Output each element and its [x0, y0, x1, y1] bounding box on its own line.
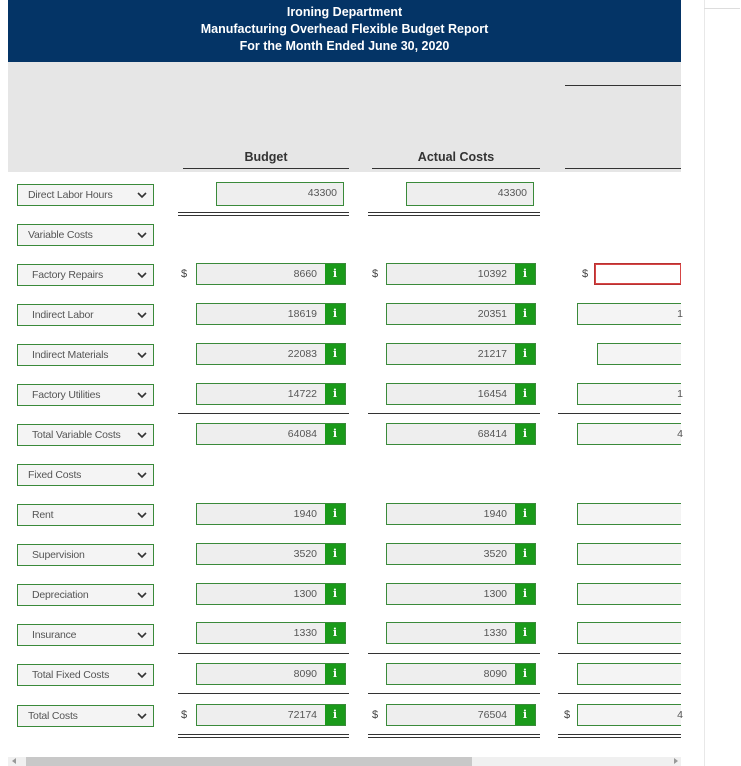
- budget-supervision-input[interactable]: [196, 543, 346, 565]
- fixed-costs-select[interactable]: [17, 464, 154, 486]
- difference-indirect-materials-input[interactable]: [597, 343, 681, 365]
- dollar-sign: $: [372, 268, 379, 280]
- select-label: Rent: [32, 509, 54, 521]
- cell-value: 1300: [293, 588, 317, 600]
- select-label: Total Costs: [28, 710, 78, 722]
- dollar-sign: $: [582, 268, 589, 280]
- info-icon[interactable]: i: [515, 544, 535, 564]
- info-icon[interactable]: i: [515, 584, 535, 604]
- budget-total-fixed-costs-input[interactable]: [196, 663, 346, 685]
- cell-value: 8090: [483, 668, 507, 680]
- chevron-down-icon: [137, 351, 147, 359]
- rule: [368, 693, 540, 694]
- info-icon[interactable]: i: [325, 584, 345, 604]
- third-column-top-rule: [565, 85, 681, 86]
- cell-value: 1940: [293, 508, 317, 520]
- rule: [558, 413, 681, 414]
- cell-value: 16454: [477, 388, 507, 400]
- cell-value: 18619: [287, 308, 317, 320]
- direct-labor-hours-select[interactable]: [17, 184, 154, 206]
- info-icon[interactable]: i: [325, 264, 345, 284]
- actual-rent-input[interactable]: [386, 503, 536, 525]
- info-icon[interactable]: i: [325, 623, 345, 643]
- info-icon[interactable]: i: [515, 264, 535, 284]
- select-label: Depreciation: [32, 589, 89, 601]
- actual-total-costs-input[interactable]: [386, 704, 536, 726]
- chevron-down-icon: [137, 551, 147, 559]
- chevron-down-icon: [137, 311, 147, 319]
- select-label: Factory Utilities: [32, 389, 101, 401]
- report-title: Manufacturing Overhead Flexible Budget Report: [200, 22, 489, 36]
- dollar-sign: $: [564, 709, 571, 721]
- chevron-down-icon: [137, 671, 147, 679]
- cell-value: 43300: [307, 187, 337, 199]
- cell-value: 21217: [477, 348, 507, 360]
- rule: [368, 737, 540, 738]
- select-label: Variable Costs: [28, 229, 93, 241]
- scrollbar-thumb[interactable]: [26, 757, 472, 766]
- cell-value: 8090: [293, 668, 317, 680]
- cell-value: 3520: [293, 548, 317, 560]
- info-icon[interactable]: i: [515, 705, 535, 725]
- select-label: Indirect Labor: [32, 309, 94, 321]
- actual-factory-repairs-input[interactable]: [386, 263, 536, 285]
- rule: [178, 737, 349, 738]
- select-label: Supervision: [32, 549, 85, 561]
- rule: [368, 734, 540, 735]
- info-icon[interactable]: i: [325, 705, 345, 725]
- cell-value: 64084: [287, 428, 317, 440]
- rule: [558, 734, 681, 735]
- scroll-left-icon[interactable]: [12, 758, 16, 764]
- actual-indirect-materials-input[interactable]: [386, 343, 536, 365]
- cell-value: 1: [677, 308, 683, 320]
- right-panel: [704, 0, 741, 766]
- cell-value: 4: [677, 428, 683, 440]
- insurance-select[interactable]: [17, 624, 154, 646]
- budget-direct-labor-hours-input[interactable]: [216, 182, 344, 206]
- actual-header-rule: [372, 168, 540, 169]
- factory-repairs-select[interactable]: [17, 264, 154, 286]
- cell-value: 1300: [483, 588, 507, 600]
- budget-insurance-input[interactable]: [196, 622, 346, 644]
- budget-rent-input[interactable]: [196, 503, 346, 525]
- rent-select[interactable]: [17, 504, 154, 526]
- chevron-down-icon: [137, 391, 147, 399]
- select-label: Total Variable Costs: [32, 429, 121, 441]
- info-icon[interactable]: i: [325, 544, 345, 564]
- depreciation-select[interactable]: [17, 584, 154, 606]
- info-icon[interactable]: i: [325, 344, 345, 364]
- info-icon[interactable]: i: [515, 664, 535, 684]
- actual-direct-labor-hours-input[interactable]: [406, 182, 534, 206]
- variable-costs-select[interactable]: [17, 224, 154, 246]
- select-label: Fixed Costs: [28, 469, 82, 481]
- right-panel-rule: [704, 8, 740, 9]
- info-icon[interactable]: i: [325, 504, 345, 524]
- actual-factory-utilities-input[interactable]: [386, 383, 536, 405]
- supervision-select[interactable]: [17, 544, 154, 566]
- info-icon[interactable]: i: [515, 504, 535, 524]
- select-label: Insurance: [32, 629, 77, 641]
- actual-total-variable-costs-input[interactable]: [386, 423, 536, 445]
- chevron-down-icon: [137, 591, 147, 599]
- budget-factory-utilities-input[interactable]: [196, 383, 346, 405]
- total-variable-costs-select[interactable]: [17, 424, 154, 446]
- cell-value: 1: [677, 388, 683, 400]
- info-icon[interactable]: i: [325, 304, 345, 324]
- difference-factory-repairs-input[interactable]: [594, 263, 681, 285]
- actual-supervision-input[interactable]: [386, 543, 536, 565]
- chevron-down-icon: [137, 271, 147, 279]
- difference-insurance-input[interactable]: [577, 622, 681, 644]
- rule: [558, 693, 681, 694]
- indirect-labor-select[interactable]: [17, 304, 154, 326]
- rule: [368, 212, 540, 213]
- difference-rent-input[interactable]: [577, 503, 681, 525]
- info-icon[interactable]: i: [515, 304, 535, 324]
- chevron-down-icon: [137, 631, 147, 639]
- cell-value: 20351: [477, 308, 507, 320]
- rule: [178, 653, 349, 654]
- cell-value: 14722: [287, 388, 317, 400]
- difference-total-fixed-costs-input[interactable]: [577, 663, 681, 685]
- chevron-down-icon: [137, 712, 147, 720]
- dollar-sign: $: [181, 268, 188, 280]
- actual-column-header: Actual Costs: [417, 150, 495, 164]
- actual-total-fixed-costs-input[interactable]: [386, 663, 536, 685]
- total-costs-select[interactable]: [17, 705, 154, 727]
- select-label: Factory Repairs: [32, 269, 104, 281]
- cell-value: 1330: [293, 627, 317, 639]
- dollar-sign: $: [181, 709, 188, 721]
- actual-depreciation-input[interactable]: [386, 583, 536, 605]
- report-period: For the Month Ended June 30, 2020: [239, 39, 450, 53]
- cell-value: 4: [677, 709, 683, 721]
- cell-value: 22083: [287, 348, 317, 360]
- info-icon[interactable]: i: [515, 384, 535, 404]
- difference-total-costs-input[interactable]: [577, 704, 681, 726]
- info-icon[interactable]: i: [515, 344, 535, 364]
- total-fixed-costs-select[interactable]: [17, 664, 154, 686]
- budget-column-header: Budget: [244, 150, 288, 164]
- actual-insurance-input[interactable]: [386, 622, 536, 644]
- rule: [178, 212, 349, 213]
- cell-value: 10392: [477, 268, 507, 280]
- cell-value: 8660: [293, 268, 317, 280]
- rule: [178, 215, 349, 216]
- rule: [178, 693, 349, 694]
- department-title: Ironing Department: [286, 5, 403, 19]
- budget-depreciation-input[interactable]: [196, 583, 346, 605]
- rule: [368, 413, 540, 414]
- chevron-down-icon: [137, 231, 147, 239]
- cell-value: 3520: [483, 548, 507, 560]
- info-icon[interactable]: i: [325, 664, 345, 684]
- budget-indirect-materials-input[interactable]: [196, 343, 346, 365]
- select-label: Direct Labor Hours: [28, 189, 113, 201]
- rule: [178, 413, 349, 414]
- budget-header-rule: [183, 168, 349, 169]
- cell-value: 76504: [477, 709, 507, 721]
- difference-total-variable-costs-input[interactable]: [577, 423, 681, 445]
- select-label: Total Fixed Costs: [32, 669, 110, 681]
- scroll-right-icon[interactable]: [674, 758, 678, 764]
- cell-value: 1330: [483, 627, 507, 639]
- third-header-rule: [565, 168, 681, 169]
- difference-indirect-labor-input[interactable]: [577, 303, 681, 325]
- dollar-sign: $: [372, 709, 379, 721]
- report-header: [8, 0, 681, 62]
- info-icon[interactable]: i: [515, 424, 535, 444]
- select-label: Indirect Materials: [32, 349, 109, 361]
- cell-value: 68414: [477, 428, 507, 440]
- chevron-down-icon: [137, 191, 147, 199]
- budget-factory-repairs-input[interactable]: [196, 263, 346, 285]
- budget-total-variable-costs-input[interactable]: [196, 423, 346, 445]
- chevron-down-icon: [137, 511, 147, 519]
- chevron-down-icon: [137, 431, 147, 439]
- budget-indirect-labor-input[interactable]: [196, 303, 346, 325]
- cell-value: 1940: [483, 508, 507, 520]
- rule: [368, 215, 540, 216]
- difference-depreciation-input[interactable]: [577, 583, 681, 605]
- cell-value: 72174: [287, 709, 317, 721]
- rule: [558, 653, 681, 654]
- info-icon[interactable]: i: [325, 384, 345, 404]
- budget-total-costs-input[interactable]: [196, 704, 346, 726]
- info-icon[interactable]: i: [515, 623, 535, 643]
- rule: [178, 734, 349, 735]
- rule: [368, 653, 540, 654]
- rule: [558, 737, 681, 738]
- chevron-down-icon: [137, 471, 147, 479]
- factory-utilities-select[interactable]: [17, 384, 154, 406]
- indirect-materials-select[interactable]: [17, 344, 154, 366]
- actual-indirect-labor-input[interactable]: [386, 303, 536, 325]
- difference-supervision-input[interactable]: [577, 543, 681, 565]
- difference-factory-utilities-input[interactable]: [577, 383, 681, 405]
- cell-value: 43300: [497, 187, 527, 199]
- info-icon[interactable]: i: [325, 424, 345, 444]
